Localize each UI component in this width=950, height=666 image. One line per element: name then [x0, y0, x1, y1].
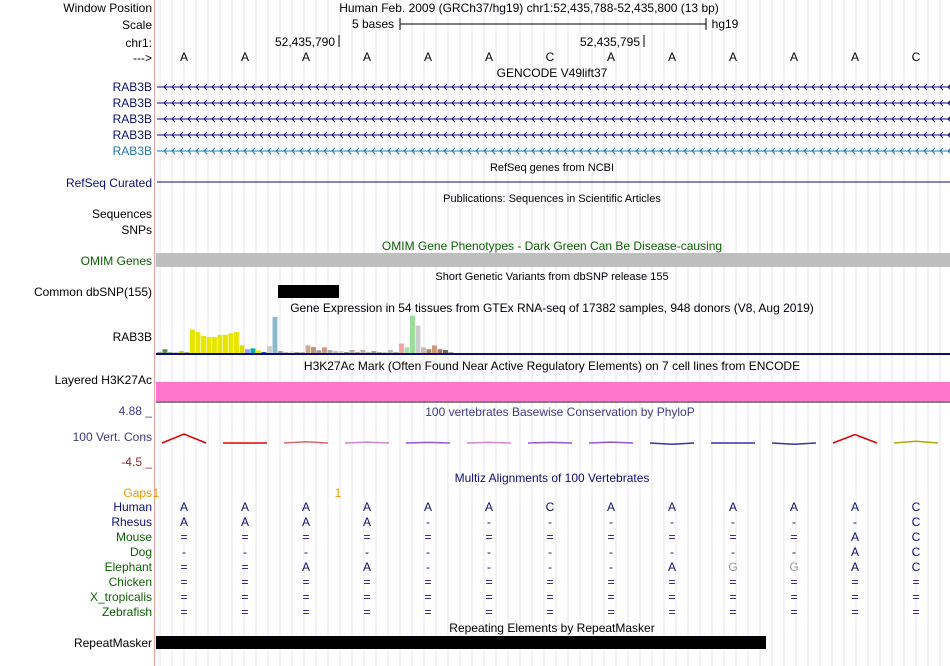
refseq-title: RefSeq genes from NCBI	[489, 162, 615, 174]
base-letter: A	[667, 50, 677, 64]
dbsnp-variant	[278, 285, 339, 298]
gtex-bar	[163, 349, 168, 353]
alignment-base: A	[240, 500, 250, 514]
gencode-gene-label[interactable]: RAB3B	[112, 80, 152, 94]
coord-tick-1: 52,435,790	[274, 35, 336, 49]
dbsnp-title: Short Genetic Variants from dbSNP release 155	[435, 271, 669, 283]
alignment-base: =	[485, 590, 493, 604]
alignment-base: =	[180, 530, 188, 544]
alignment-base: =	[912, 575, 920, 589]
alignment-base: -	[487, 560, 491, 574]
phylop-value	[650, 443, 694, 444]
dbsnp-label[interactable]: Common dbSNP(155)	[33, 285, 152, 299]
chrom-label: chr1:	[125, 36, 152, 50]
gencode-gene-label[interactable]: RAB3B	[112, 144, 152, 158]
gtex-bar	[427, 349, 432, 353]
species-label[interactable]: Chicken	[108, 575, 152, 589]
alignment-base: =	[424, 530, 432, 544]
repeat-element	[156, 636, 766, 649]
snps-label[interactable]: SNPs	[121, 223, 152, 237]
species-label[interactable]: Rhesus	[111, 515, 152, 529]
strand-label: --->	[133, 51, 152, 65]
alignment-base: A	[484, 500, 494, 514]
alignment-base: =	[180, 575, 188, 589]
alignment-base: -	[548, 560, 552, 574]
gtex-bar	[421, 347, 426, 353]
alignment-base: =	[180, 590, 188, 604]
alignment-base: =	[729, 605, 737, 619]
base-letter: A	[362, 50, 372, 64]
gtex-bar	[256, 350, 261, 353]
alignment-base: =	[485, 605, 493, 619]
alignment-base: =	[729, 590, 737, 604]
h3k27ac-title: H3K27Ac Mark (Often Found Near Active Regulatory Elements) on 7 cell lines from ENCODE	[303, 359, 801, 373]
alignment-base: A	[240, 515, 250, 529]
gtex-bar	[240, 345, 245, 353]
gtex-bar	[284, 352, 289, 353]
gtex-bar	[350, 350, 355, 353]
alignment-base: A	[179, 515, 189, 529]
gtex-bar	[278, 351, 283, 353]
alignment-base: =	[363, 575, 371, 589]
alignment-base: =	[241, 575, 249, 589]
alignment-base: -	[365, 545, 369, 559]
alignment-base: -	[731, 545, 735, 559]
gtex-bar	[273, 317, 278, 353]
alignment-base: -	[182, 545, 186, 559]
gtex-bar	[218, 335, 223, 353]
alignment-base: C	[911, 500, 921, 514]
alignment-base: =	[302, 575, 310, 589]
gencode-gene-label[interactable]: RAB3B	[112, 96, 152, 110]
alignment-base: =	[790, 590, 798, 604]
base-letter: A	[179, 50, 189, 64]
repeatmasker-label[interactable]: RepeatMasker	[73, 636, 152, 650]
alignment-base: A	[850, 560, 860, 574]
phylop-value	[528, 442, 572, 443]
gtex-bar	[410, 316, 415, 353]
gtex-bar	[443, 350, 448, 353]
alignment-base: -	[426, 560, 430, 574]
alignment-base: A	[728, 500, 738, 514]
alignment-base: =	[302, 605, 310, 619]
species-label[interactable]: Mouse	[115, 530, 152, 544]
alignment-base: =	[851, 575, 859, 589]
gtex-bar	[438, 349, 443, 353]
gtex-bar	[361, 350, 366, 353]
species-label[interactable]: Human	[113, 500, 152, 514]
gtex-bar	[355, 352, 360, 353]
gtex-label[interactable]: RAB3B	[112, 330, 152, 344]
base-letter: A	[423, 50, 433, 64]
alignment-base: =	[546, 575, 554, 589]
alignment-base: =	[546, 590, 554, 604]
gtex-bar	[416, 326, 421, 353]
omim-label[interactable]: OMIM Genes	[80, 254, 152, 268]
phylop-value	[406, 442, 450, 443]
alignment-base: =	[424, 575, 432, 589]
alignment-base: -	[792, 545, 796, 559]
alignment-base: =	[241, 590, 249, 604]
alignment-base: =	[424, 590, 432, 604]
gap-count: 1	[152, 486, 160, 500]
alignment-base: =	[241, 560, 249, 574]
alignment-base: -	[243, 545, 247, 559]
phylop-min-label: -4.5 _	[121, 455, 152, 469]
alignment-base: -	[670, 515, 674, 529]
alignment-base: A	[301, 515, 311, 529]
base-letter: A	[301, 50, 311, 64]
alignment-base: A	[850, 500, 860, 514]
gtex-bar	[196, 332, 201, 353]
gtex-bar	[229, 333, 234, 353]
alignment-base: A	[301, 560, 311, 574]
gtex-bar	[388, 350, 393, 353]
alignment-base: A	[362, 515, 372, 529]
alignment-base: -	[548, 545, 552, 559]
alignment-base: -	[426, 515, 430, 529]
gtex-bar	[207, 337, 212, 353]
gtex-bar	[405, 347, 410, 353]
gtex-bar	[339, 351, 344, 353]
h3k27ac-signal	[156, 382, 950, 401]
alignment-base: =	[790, 530, 798, 544]
alignment-base: -	[609, 545, 613, 559]
phylop-value	[772, 443, 816, 444]
gtex-bar	[262, 352, 267, 353]
alignment-base: =	[668, 575, 676, 589]
alignment-base: =	[729, 530, 737, 544]
alignment-base: A	[301, 500, 311, 514]
alignment-base: C	[911, 515, 921, 529]
gtex-bar	[300, 352, 305, 353]
alignment-base: =	[851, 605, 859, 619]
phylop-label[interactable]: 100 Vert. Cons	[72, 430, 152, 444]
omim-title: OMIM Gene Phenotypes - Dark Green Can Be Disease-causing	[381, 239, 723, 253]
scale-assembly: hg19	[711, 17, 739, 31]
gtex-bar	[289, 351, 294, 353]
alignment-base: =	[668, 530, 676, 544]
alignment-base: =	[485, 575, 493, 589]
window-position-value: Human Feb. 2009 (GRCh37/hg19) chr1:52,435,788-52,435,800 (13 bp)	[339, 1, 719, 15]
gtex-bar	[157, 352, 162, 353]
alignment-base: -	[670, 545, 674, 559]
alignment-base: C	[911, 560, 921, 574]
alignment-base: =	[302, 530, 310, 544]
publications-label[interactable]: Sequences	[91, 207, 152, 221]
alignment-base: -	[609, 560, 613, 574]
alignment-base: =	[302, 590, 310, 604]
gtex-bar	[223, 335, 228, 353]
phylop-value	[833, 435, 877, 443]
alignment-base: =	[912, 590, 920, 604]
gtex-bar	[212, 337, 217, 353]
alignment-base: -	[609, 515, 613, 529]
gtex-bar	[372, 351, 377, 353]
alignment-base: A	[789, 500, 799, 514]
alignment-base: =	[546, 605, 554, 619]
alignment-base: =	[241, 530, 249, 544]
alignment-base: A	[362, 560, 372, 574]
h3k27ac-label[interactable]: Layered H3K27Ac	[54, 373, 152, 387]
base-letter: A	[789, 50, 799, 64]
gaps-label: Gaps	[123, 486, 152, 500]
gtex-title: Gene Expression in 54 tissues from GTEx RNA-seq of 17382 samples, 948 donors (V8, Aug 2019)	[290, 301, 814, 315]
alignment-base: =	[485, 530, 493, 544]
alignment-base: A	[362, 500, 372, 514]
gtex-bar	[201, 336, 206, 353]
alignment-base: C	[911, 545, 921, 559]
omim-bar	[156, 253, 950, 267]
alignment-base: A	[667, 560, 677, 574]
alignment-base: A	[667, 500, 677, 514]
refseq-label[interactable]: RefSeq Curated	[65, 176, 152, 190]
repeatmasker-title: Repeating Elements by RepeatMasker	[449, 621, 655, 635]
gencode-gene-label[interactable]: RAB3B	[112, 128, 152, 142]
scale-label: Scale	[121, 18, 152, 32]
alignment-base: =	[363, 590, 371, 604]
alignment-base: -	[487, 545, 491, 559]
gtex-bar	[251, 348, 256, 353]
phylop-max-label: 4.88 _	[118, 404, 152, 418]
gtex-bar	[245, 349, 250, 353]
gtex-bar	[399, 344, 404, 354]
alignment-base: A	[423, 500, 433, 514]
coord-tick-2: 52,435,795	[579, 35, 641, 49]
gtex-bar	[432, 345, 437, 353]
alignment-base: =	[607, 575, 615, 589]
gencode-title: GENCODE V49lift37	[496, 66, 608, 80]
species-label[interactable]: Zebrafish	[101, 605, 152, 619]
alignment-base: =	[180, 560, 188, 574]
phylop-title: 100 vertebrates Basewise Conservation by PhyloP	[425, 405, 695, 419]
alignment-base: G	[728, 560, 738, 574]
base-letter: C	[911, 50, 921, 64]
base-letter: C	[545, 50, 555, 64]
phylop-value	[467, 442, 511, 443]
alignment-base: A	[850, 530, 860, 544]
gtex-bar	[383, 352, 388, 353]
alignment-base: =	[729, 575, 737, 589]
gtex-bar	[190, 329, 195, 353]
gap-count: 1	[334, 486, 342, 500]
alignment-base: A	[606, 500, 616, 514]
alignment-base: =	[607, 590, 615, 604]
gtex-bar	[333, 351, 338, 353]
alignment-base: =	[546, 530, 554, 544]
base-letter: A	[728, 50, 738, 64]
gtex-bar	[328, 350, 333, 353]
alignment-base: -	[853, 515, 857, 529]
base-letter: A	[606, 50, 616, 64]
gtex-bar	[168, 352, 173, 353]
gtex-bar	[179, 351, 184, 353]
alignment-base: -	[548, 515, 552, 529]
gtex-bar	[185, 352, 190, 353]
alignment-base: =	[790, 605, 798, 619]
alignment-base: =	[363, 605, 371, 619]
gtex-bar	[449, 352, 454, 353]
alignment-base: A	[179, 500, 189, 514]
gtex-bar	[344, 352, 349, 353]
base-letter: A	[484, 50, 494, 64]
alignment-base: =	[180, 605, 188, 619]
gencode-gene-label[interactable]: RAB3B	[112, 112, 152, 126]
gtex-bar	[306, 345, 311, 353]
phylop-value	[589, 442, 633, 443]
alignment-base: =	[607, 530, 615, 544]
window-position-label: Window Position	[63, 1, 152, 15]
gtex-bar	[322, 347, 327, 353]
alignment-base: =	[607, 605, 615, 619]
alignment-base: -	[487, 515, 491, 529]
gtex-bar	[311, 347, 316, 353]
alignment-base: =	[363, 530, 371, 544]
alignment-base: =	[241, 605, 249, 619]
base-letter: A	[240, 50, 250, 64]
phylop-value	[284, 442, 328, 443]
alignment-base: =	[424, 605, 432, 619]
publications-title: Publications: Sequences in Scientific Articles	[443, 193, 661, 205]
scale-text: 5 bases	[351, 17, 395, 31]
alignment-base: -	[731, 515, 735, 529]
species-label[interactable]: X_tropicalis	[89, 590, 152, 604]
gtex-bar	[295, 352, 300, 353]
gtex-bar	[234, 332, 239, 353]
alignment-base: G	[789, 560, 799, 574]
gtex-bar	[366, 352, 371, 353]
alignment-base: =	[851, 590, 859, 604]
alignment-base: -	[304, 545, 308, 559]
multiz-title: Multiz Alignments of 100 Vertebrates	[454, 471, 650, 485]
alignment-base: =	[790, 575, 798, 589]
gtex-bar	[174, 352, 179, 353]
gtex-bar	[394, 352, 399, 353]
phylop-value	[345, 442, 389, 443]
species-label[interactable]: Elephant	[104, 560, 152, 574]
alignment-base: A	[850, 545, 860, 559]
alignment-base: =	[668, 605, 676, 619]
base-letter: A	[850, 50, 860, 64]
alignment-base: C	[911, 530, 921, 544]
alignment-base: -	[426, 545, 430, 559]
alignment-base: C	[545, 500, 555, 514]
alignment-base: =	[668, 590, 676, 604]
gtex-bar	[267, 346, 272, 353]
alignment-base: =	[912, 605, 920, 619]
alignment-base: -	[792, 515, 796, 529]
gtex-bar	[377, 352, 382, 353]
species-label[interactable]: Dog	[129, 545, 152, 559]
gtex-bar	[317, 350, 322, 353]
